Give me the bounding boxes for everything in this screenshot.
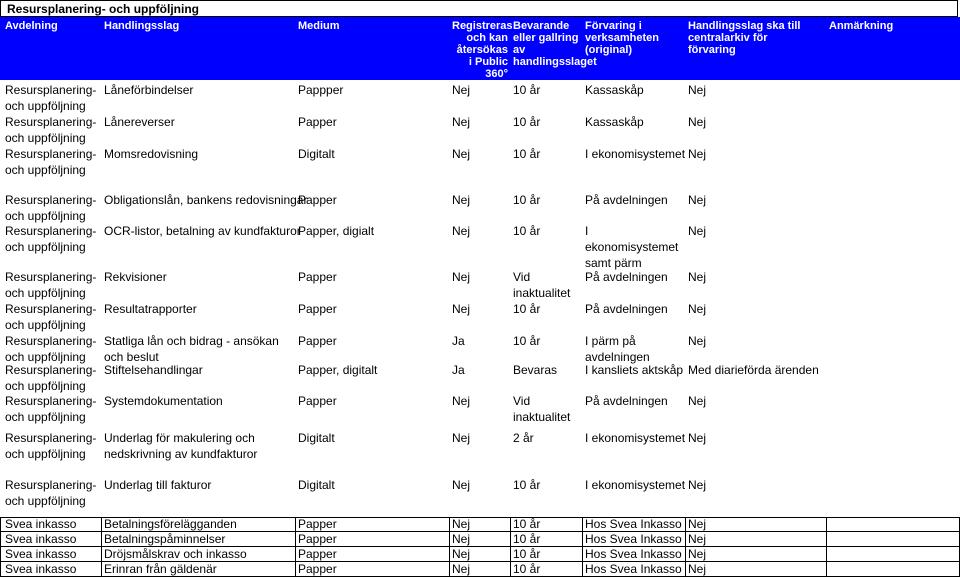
header-centralarkiv: Handlingsslag ska till centralarkiv för förvaring: [688, 20, 801, 56]
cell-avdelning: Svea inkasso: [5, 517, 77, 531]
table-header: [0, 17, 960, 80]
cell-forvaring: I ekonomisystemet: [585, 147, 686, 161]
cell-registreras: Nej: [452, 224, 471, 238]
header-anmarkning: Anmärkning: [829, 20, 894, 32]
cell-bevarande: 10 år: [513, 517, 541, 531]
cell-avdelning: Resursplanering- och uppföljning: [5, 115, 97, 145]
cell-registreras: Nej: [452, 562, 471, 576]
cell-medium: Papper: [298, 334, 337, 348]
table-row: [0, 362, 960, 396]
cell-bevarande: 10 år: [513, 334, 541, 348]
cell-registreras: Nej: [452, 431, 471, 445]
cell-forvaring: Kassaskåp: [585, 83, 644, 97]
cell-avdelning: Resursplanering- och uppföljning: [5, 83, 97, 113]
header-avdelning: Avdelning: [5, 20, 58, 32]
cell-registreras: Nej: [452, 115, 471, 129]
cell-centralarkiv: Nej: [688, 270, 707, 284]
cell-centralarkiv: Nej: [688, 394, 707, 408]
cell-avdelning: Resursplanering- och uppföljning: [5, 334, 97, 364]
cell-registreras: Nej: [452, 270, 471, 284]
table-row: [0, 546, 960, 561]
header-forvaring: Förvaring i verksamheten (original): [585, 20, 659, 56]
cell-avdelning: Resursplanering- och uppföljning: [5, 394, 97, 424]
cell-registreras: Nej: [452, 547, 471, 561]
cell-bevarande: 10 år: [513, 532, 541, 546]
header-registreras: Registreras och kan återsökas i Public 360°: [452, 20, 513, 80]
cell-medium: Digitalt: [298, 147, 335, 161]
cell-centralarkiv: Nej: [688, 517, 707, 531]
cell-bevarande: 10 år: [513, 547, 541, 561]
cell-centralarkiv: Nej: [688, 431, 707, 445]
cell-bevarande: Vid inaktualitet: [513, 394, 571, 424]
cell-centralarkiv: Nej: [688, 334, 707, 348]
cell-handlingsslag: Statliga lån och bidrag - ansökan och beslut: [104, 334, 279, 364]
cell-centralarkiv: Nej: [688, 193, 707, 207]
cell-registreras: Nej: [452, 517, 471, 531]
cell-avdelning: Resursplanering- och uppföljning: [5, 302, 97, 332]
cell-medium: Papper, digitalt: [298, 363, 378, 377]
cell-centralarkiv: Nej: [688, 478, 707, 492]
cell-handlingsslag: Betalningsförelägganden: [104, 517, 237, 531]
cell-medium: Digitalt: [298, 431, 335, 445]
table-row: [0, 531, 960, 546]
cell-avdelning: Resursplanering- och uppföljning: [5, 147, 97, 177]
table-row: [0, 301, 960, 335]
cell-avdelning: Svea inkasso: [5, 562, 77, 576]
cell-medium: Papper: [298, 517, 337, 531]
table-row: [0, 477, 960, 511]
cell-bevarande: 2 år: [513, 431, 534, 445]
cell-registreras: Ja: [452, 363, 465, 377]
cell-forvaring: På avdelningen: [585, 302, 668, 316]
cell-medium: Papper: [298, 394, 337, 408]
cell-handlingsslag: Betalningspåminnelser: [104, 532, 226, 546]
cell-avdelning: Resursplanering- och uppföljning: [5, 478, 97, 508]
cell-medium: Papper: [298, 193, 337, 207]
cell-handlingsslag: Momsredovisning: [104, 147, 199, 161]
cell-handlingsslag: Systemdokumentation: [104, 394, 223, 408]
cell-forvaring: På avdelningen: [585, 193, 668, 207]
cell-forvaring: På avdelningen: [585, 394, 668, 408]
cell-avdelning: Svea inkasso: [5, 532, 77, 546]
cell-bevarande: 10 år: [513, 147, 541, 161]
cell-registreras: Nej: [452, 147, 471, 161]
cell-centralarkiv: Nej: [688, 302, 707, 316]
table-row: [0, 430, 960, 464]
cell-bevarande: Vid inaktualitet: [513, 270, 571, 300]
cell-handlingsslag: Dröjsmålskrav och inkasso: [104, 547, 247, 561]
header-bevarande: Bevarande eller gallring av handlingsslaget: [513, 20, 597, 68]
cell-forvaring: I kansliets aktskåp: [585, 363, 684, 377]
cell-medium: Papper, digialt: [298, 224, 375, 238]
cell-medium: Papper: [298, 562, 337, 576]
cell-registreras: Nej: [452, 532, 471, 546]
cell-handlingsslag: Resultatrapporter: [104, 302, 197, 316]
cell-forvaring: På avdelningen: [585, 270, 668, 284]
cell-medium: Papper: [298, 547, 337, 561]
cell-forvaring: I ekonomisystemet samt pärm: [585, 224, 679, 270]
cell-forvaring: Hos Svea Inkasso: [585, 562, 682, 576]
cell-registreras: Nej: [452, 302, 471, 316]
cell-centralarkiv: Med diarieförda ärenden: [688, 363, 819, 377]
table-row: [0, 146, 960, 180]
cell-registreras: Nej: [452, 394, 471, 408]
cell-forvaring: I ekonomisystemet: [585, 478, 686, 492]
cell-handlingsslag: Låneförbindelser: [104, 83, 194, 97]
table-row: [0, 269, 960, 303]
cell-medium: Papper: [298, 115, 337, 129]
cell-registreras: Ja: [452, 334, 465, 348]
cell-forvaring: Hos Svea Inkasso: [585, 517, 682, 531]
header-handlingsslag: Handlingsslag: [104, 20, 180, 32]
cell-handlingsslag: Lånereverser: [104, 115, 175, 129]
cell-centralarkiv: Nej: [688, 115, 707, 129]
cell-medium: Papper: [298, 270, 337, 284]
cell-forvaring: I ekonomisystemet: [585, 431, 686, 445]
cell-forvaring: Kassaskåp: [585, 115, 644, 129]
cell-centralarkiv: Nej: [688, 547, 707, 561]
cell-registreras: Nej: [452, 193, 471, 207]
cell-centralarkiv: Nej: [688, 224, 707, 238]
cell-centralarkiv: Nej: [688, 562, 707, 576]
cell-avdelning: Resursplanering- och uppföljning: [5, 431, 97, 461]
table-row: [0, 516, 960, 531]
document-title: Resursplanering- och uppföljning: [0, 0, 958, 17]
table-row: [0, 192, 960, 226]
cell-bevarande: 10 år: [513, 193, 541, 207]
cell-bevarande: Bevaras: [513, 363, 558, 377]
cell-avdelning: Resursplanering- och uppföljning: [5, 193, 97, 223]
cell-forvaring: Hos Svea Inkasso: [585, 532, 682, 546]
cell-handlingsslag: Stiftelsehandlingar: [104, 363, 203, 377]
cell-bevarande: 10 år: [513, 302, 541, 316]
cell-avdelning: Resursplanering- och uppföljning: [5, 363, 97, 393]
cell-avdelning: Resursplanering- och uppföljning: [5, 224, 97, 254]
cell-centralarkiv: Nej: [688, 147, 707, 161]
cell-medium: Papper: [298, 532, 337, 546]
table-row: [0, 223, 960, 270]
cell-bevarande: 10 år: [513, 115, 541, 129]
cell-handlingsslag: Underlag till fakturor: [104, 478, 212, 492]
cell-handlingsslag: Obligationslån, bankens redovisningar: [104, 193, 308, 207]
cell-handlingsslag: Rekvisioner: [104, 270, 167, 284]
cell-centralarkiv: Nej: [688, 532, 707, 546]
cell-medium: Digitalt: [298, 478, 335, 492]
cell-registreras: Nej: [452, 83, 471, 97]
header-medium: Medium: [298, 20, 340, 32]
table-row: [0, 82, 960, 116]
cell-forvaring: Hos Svea Inkasso: [585, 547, 682, 561]
cell-handlingsslag: Underlag för makulering och nedskrivning av kundfakturor: [104, 431, 258, 461]
cell-medium: Papper: [298, 302, 337, 316]
table-row: [0, 114, 960, 148]
cell-handlingsslag: Erinran från gäldenär: [104, 562, 217, 576]
cell-forvaring: I pärm på avdelningen: [585, 334, 650, 364]
table-row: [0, 393, 960, 427]
table-row: [0, 561, 960, 576]
cell-bevarande: 10 år: [513, 224, 541, 238]
cell-bevarande: 10 år: [513, 562, 541, 576]
cell-bevarande: 10 år: [513, 478, 541, 492]
cell-medium: Pappper: [298, 83, 344, 97]
cell-handlingsslag: OCR-listor, betalning av kundfakturor: [104, 224, 301, 238]
cell-bevarande: 10 år: [513, 83, 541, 97]
cell-registreras: Nej: [452, 478, 471, 492]
cell-centralarkiv: Nej: [688, 83, 707, 97]
cell-avdelning: Resursplanering- och uppföljning: [5, 270, 97, 300]
cell-avdelning: Svea inkasso: [5, 547, 77, 561]
